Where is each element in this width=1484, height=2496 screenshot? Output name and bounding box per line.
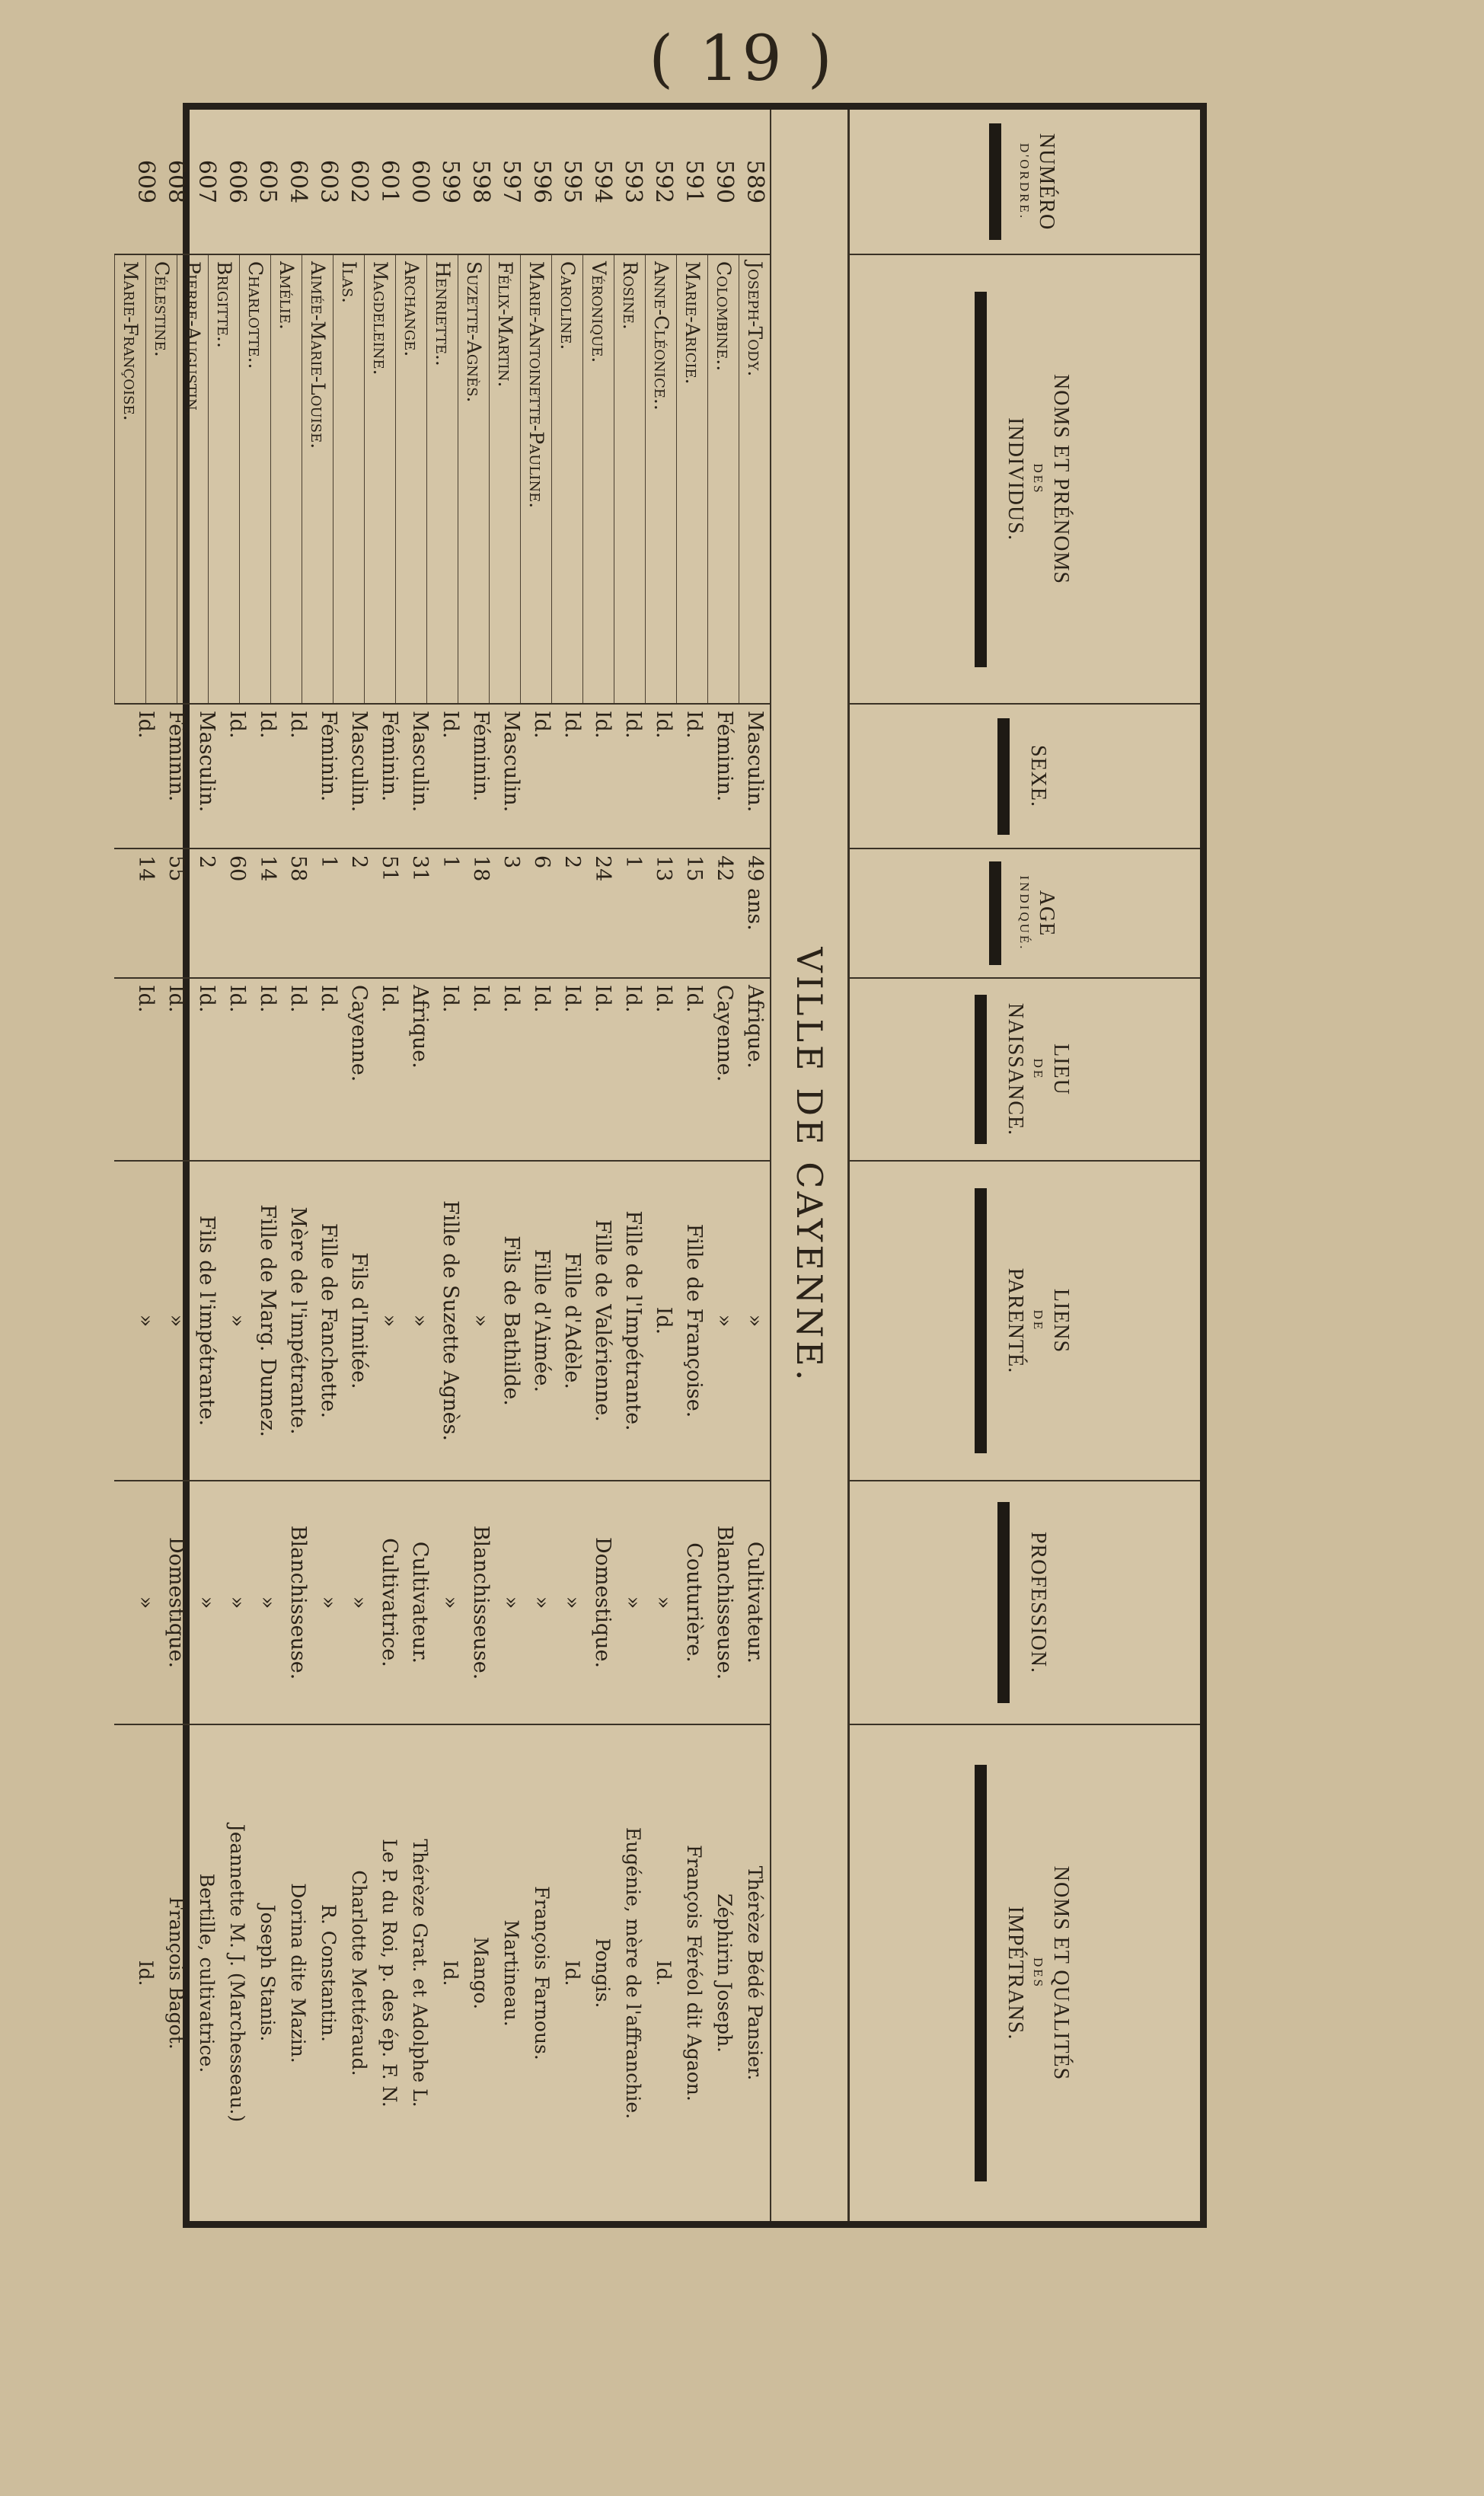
row-599-impetrant: Id. xyxy=(439,1960,461,1986)
row-607-age: 2 xyxy=(195,855,219,869)
column-profession xyxy=(114,1481,771,1724)
row-594-age: 24 xyxy=(591,855,614,882)
row-590-nom: Colombine.. xyxy=(707,255,739,703)
row-609-profession: » xyxy=(134,1596,158,1609)
row-596-lieu: Id. xyxy=(530,985,554,1013)
row-603-lieu: Id. xyxy=(317,985,340,1013)
row-598-liens: » xyxy=(469,1314,493,1328)
row-606-lieu: Id. xyxy=(225,985,249,1013)
row-601-sexe: Féminin. xyxy=(378,711,401,802)
row-591-lieu: Id. xyxy=(682,985,706,1013)
header-lieu: LIEU DE NAISSANCE. xyxy=(849,978,1201,1161)
header-age: AGE INDIQUÉ. xyxy=(849,849,1201,978)
row-607-nom: Pierre-Augustin. xyxy=(177,255,208,703)
row-598-profession: Blanchisseuse. xyxy=(469,1525,493,1680)
row-609-lieu: Id. xyxy=(134,985,158,1013)
row-603-profession: » xyxy=(317,1596,340,1609)
row-604-lieu: Id. xyxy=(286,985,310,1013)
row-589-sexe: Masculin. xyxy=(743,711,767,813)
row-607-liens: Fils de l'impétrante. xyxy=(195,1215,219,1427)
row-602-liens: Fils d'Imitée. xyxy=(347,1252,371,1389)
row-604-num: 604 xyxy=(285,159,311,204)
row-609-age: 14 xyxy=(134,855,158,882)
row-609-liens: » xyxy=(134,1314,158,1328)
row-609-nom: Marie-Françoise. xyxy=(114,255,145,703)
row-605-profession: » xyxy=(256,1596,279,1609)
row-604-age: 58 xyxy=(286,855,310,882)
row-602-age: 2 xyxy=(347,855,371,869)
row-596-sexe: Id. xyxy=(530,711,554,739)
row-605-lieu: Id. xyxy=(256,985,279,1013)
row-606-profession: » xyxy=(225,1596,249,1609)
data-columns xyxy=(114,110,771,2221)
row-593-profession: » xyxy=(621,1596,645,1609)
row-599-nom: Henriette.. xyxy=(426,255,458,703)
row-608-profession: Domestique. xyxy=(164,1536,188,1669)
row-589-profession: Cultivateur. xyxy=(743,1541,767,1664)
row-602-sexe: Masculin. xyxy=(347,711,371,813)
row-596-profession: » xyxy=(530,1596,554,1609)
row-598-impetrant: Mango. xyxy=(470,1936,492,2010)
row-607-impetrant: Bertille, cultivatrice. xyxy=(196,1873,218,2073)
row-593-impetrant: Eugénie, mère de l'affranchie. xyxy=(622,1826,644,2120)
row-600-sexe: Masculin. xyxy=(408,711,432,813)
row-590-lieu: Cayenne. xyxy=(713,985,736,1082)
row-592-liens: Id. xyxy=(652,1306,675,1335)
row-600-nom: Archange. xyxy=(395,255,426,703)
row-593-sexe: Id. xyxy=(621,711,645,739)
page-number: ( 19 ) xyxy=(649,23,835,95)
column-sexe xyxy=(114,704,771,849)
column-numero xyxy=(114,110,771,254)
row-606-sexe: Id. xyxy=(225,711,249,739)
row-591-num: 591 xyxy=(681,159,707,204)
row-601-age: 51 xyxy=(378,855,401,882)
row-590-sexe: Féminin. xyxy=(713,711,736,802)
header-bar xyxy=(975,995,987,1144)
row-602-impetrant: Charlotte Mettéraud. xyxy=(348,1870,370,2076)
row-595-profession: » xyxy=(560,1596,584,1609)
header-row xyxy=(849,110,1201,2221)
row-591-impetrant: François Féréol dit Agaon. xyxy=(683,1845,705,2101)
row-594-nom: Véronique. xyxy=(582,255,614,703)
header-bar xyxy=(975,1188,987,1454)
row-599-lieu: Id. xyxy=(439,985,462,1013)
row-593-lieu: Id. xyxy=(621,985,645,1013)
row-595-sexe: Id. xyxy=(560,711,584,739)
row-593-nom: Rosine. xyxy=(614,255,645,703)
row-592-age: 13 xyxy=(652,855,675,882)
row-597-profession: » xyxy=(499,1596,523,1609)
row-607-num: 607 xyxy=(193,159,220,204)
row-589-nom: Joseph-Tody. xyxy=(739,255,770,703)
row-591-nom: Marie-Aricie. xyxy=(676,255,707,703)
row-601-impetrant: Le P. du Roi, p. des ép. F. N. xyxy=(378,1839,401,2108)
row-601-lieu: Id. xyxy=(378,985,401,1013)
row-592-lieu: Id. xyxy=(652,985,675,1013)
row-599-liens: Fille de Suzette Agnès. xyxy=(439,1200,462,1441)
row-591-liens: Fille de Françoise. xyxy=(682,1223,706,1418)
row-604-liens: Mère de l'impétrante. xyxy=(286,1206,310,1435)
row-603-impetrant: R. Constantin. xyxy=(318,1904,340,2042)
row-594-sexe: Id. xyxy=(591,711,614,739)
row-599-profession: » xyxy=(439,1596,462,1609)
row-601-nom: Magdeleine. xyxy=(364,255,395,703)
row-598-num: 598 xyxy=(468,159,494,204)
row-605-age: 14 xyxy=(256,855,279,882)
header-bar xyxy=(989,861,1001,965)
row-595-impetrant: Id. xyxy=(561,1960,583,1986)
row-593-num: 593 xyxy=(620,159,646,204)
row-608-nom: Célestine. xyxy=(145,255,177,703)
row-606-num: 606 xyxy=(224,159,251,204)
header-bar xyxy=(997,718,1010,835)
row-608-num: 608 xyxy=(163,159,190,204)
row-604-sexe: Id. xyxy=(286,711,310,739)
row-592-num: 592 xyxy=(650,159,677,204)
row-598-sexe: Féminin. xyxy=(469,711,493,802)
row-592-impetrant: Id. xyxy=(653,1960,675,1986)
row-593-age: 1 xyxy=(621,855,645,869)
row-601-liens: » xyxy=(378,1314,401,1328)
row-591-age: 15 xyxy=(682,855,706,882)
row-593-liens: Fille de l'Impétrante. xyxy=(621,1210,645,1431)
row-595-lieu: Id. xyxy=(560,985,584,1013)
row-595-age: 2 xyxy=(560,855,584,869)
row-606-age: 60 xyxy=(225,855,249,882)
row-597-impetrant: Martineau. xyxy=(500,1919,522,2027)
row-608-liens: » xyxy=(164,1314,188,1328)
row-602-lieu: Cayenne. xyxy=(347,985,371,1082)
row-592-sexe: Id. xyxy=(652,711,675,739)
row-608-impetrant: François Bagot. xyxy=(165,1897,187,2050)
row-596-num: 596 xyxy=(528,159,555,204)
row-605-liens: Fille de Marg. Dumez. xyxy=(256,1204,279,1437)
row-602-nom: Ilas. xyxy=(333,255,364,703)
row-590-num: 590 xyxy=(711,159,738,204)
row-608-lieu: Id. xyxy=(164,985,188,1013)
row-600-impetrant: Thérèze Grat. et Adolphe L. xyxy=(409,1839,431,2108)
row-589-liens: » xyxy=(743,1314,767,1328)
row-595-liens: Fille d'Adèle. xyxy=(560,1252,584,1389)
row-596-impetrant: François Farnous. xyxy=(531,1886,553,2060)
section-title: VILLE DE CAYENNE. xyxy=(771,110,849,2221)
row-600-age: 31 xyxy=(408,855,432,882)
row-609-sexe: Id. xyxy=(134,711,158,739)
row-603-liens: Fille de Fanchette. xyxy=(317,1222,340,1419)
row-589-impetrant: Thérèze Bédé Pansier. xyxy=(744,1865,766,2081)
row-602-profession: » xyxy=(347,1596,371,1609)
row-598-lieu: Id. xyxy=(469,985,493,1013)
header-liens: LIENS DE PARENTÉ. xyxy=(849,1161,1201,1481)
header-bar xyxy=(975,292,987,667)
header-bar xyxy=(997,1502,1010,1703)
row-609-impetrant: Id. xyxy=(135,1960,157,1986)
row-605-impetrant: Joseph Stanis. xyxy=(257,1904,279,2042)
row-604-impetrant: Dorina dite Mazin. xyxy=(287,1883,309,2063)
row-597-nom: Félix-Martin. xyxy=(489,255,520,703)
row-595-num: 595 xyxy=(559,159,586,204)
row-599-age: 1 xyxy=(439,855,462,869)
row-608-sexe: Féminin. xyxy=(164,711,188,802)
row-599-num: 599 xyxy=(437,159,464,204)
header-numero: NUMÉRO D'ORDRE. xyxy=(849,110,1201,254)
row-607-lieu: Id. xyxy=(195,985,219,1013)
header-sexe: SEXE. xyxy=(849,704,1201,849)
row-590-liens: » xyxy=(713,1314,736,1328)
row-607-profession: » xyxy=(195,1596,219,1609)
rotated-table-container xyxy=(120,110,1200,2221)
row-590-age: 42 xyxy=(713,855,736,882)
row-604-nom: Amélie. xyxy=(270,255,302,703)
row-606-impetrant: Jeannette M. J. (Marchesseau.) xyxy=(226,1823,248,2123)
register-table-frame xyxy=(120,103,1207,2228)
row-600-liens: » xyxy=(408,1314,432,1328)
row-606-liens: » xyxy=(225,1314,249,1328)
row-594-liens: Fille de Valérienne. xyxy=(591,1219,614,1422)
row-605-sexe: Id. xyxy=(256,711,279,739)
column-impetrans xyxy=(114,1724,771,2221)
row-590-impetrant: Zéphirin Joseph. xyxy=(713,1893,736,2053)
row-594-profession: Domestique. xyxy=(591,1536,614,1669)
row-605-nom: Charlotte.. xyxy=(239,255,270,703)
row-596-liens: Fille d'Aimée. xyxy=(530,1248,554,1393)
header-noms: NOMS ET PRÉNOMS DES INDIVIDUS. xyxy=(849,254,1201,704)
row-594-impetrant: Pongis. xyxy=(592,1938,614,2009)
row-598-age: 18 xyxy=(469,855,493,882)
row-605-num: 605 xyxy=(254,159,281,204)
row-603-age: 1 xyxy=(317,855,340,869)
row-597-age: 3 xyxy=(499,855,523,869)
row-592-profession: » xyxy=(652,1596,675,1609)
row-595-nom: Caroline. xyxy=(551,255,582,703)
row-594-num: 594 xyxy=(589,159,616,204)
row-597-sexe: Masculin. xyxy=(499,711,523,813)
row-594-lieu: Id. xyxy=(591,985,614,1013)
row-597-num: 597 xyxy=(498,159,525,204)
header-bar xyxy=(989,123,1001,241)
row-606-nom: Brigitte.. xyxy=(208,255,239,703)
row-599-sexe: Id. xyxy=(439,711,462,739)
row-589-age: 49 ans. xyxy=(743,855,767,931)
header-impetrans: NOMS ET QUALITÉS DES IMPÉTRANS. xyxy=(849,1724,1201,2221)
row-600-num: 600 xyxy=(407,159,433,204)
row-589-lieu: Afrique. xyxy=(743,985,767,1069)
row-601-profession: Cultivatrice. xyxy=(378,1538,401,1667)
row-592-nom: Anne-Cléonice.. xyxy=(645,255,676,703)
row-591-profession: Couturière. xyxy=(682,1542,706,1663)
row-604-profession: Blanchisseuse. xyxy=(286,1525,310,1680)
row-589-num: 589 xyxy=(742,159,768,204)
header-bar xyxy=(975,1765,987,2181)
row-607-sexe: Masculin. xyxy=(195,711,219,813)
column-liens xyxy=(114,1161,771,1481)
column-noms xyxy=(114,254,771,704)
row-609-num: 609 xyxy=(132,159,159,204)
row-596-nom: Marie-Antoinette-Pauline. xyxy=(520,255,551,703)
row-603-sexe: Féminin. xyxy=(317,711,340,802)
row-600-profession: Cultivateur. xyxy=(408,1541,432,1664)
row-603-num: 603 xyxy=(315,159,342,204)
row-598-nom: Suzette-Agnès. xyxy=(458,255,489,703)
row-597-liens: Fils de Bathilde. xyxy=(499,1235,523,1406)
header-profession: PROFESSION. xyxy=(849,1481,1201,1724)
register-table xyxy=(114,110,1200,2221)
row-600-lieu: Afrique. xyxy=(408,985,432,1069)
row-590-profession: Blanchisseuse. xyxy=(713,1525,736,1680)
column-lieu xyxy=(114,978,771,1161)
row-602-num: 602 xyxy=(346,159,372,204)
row-597-lieu: Id. xyxy=(499,985,523,1013)
row-591-sexe: Id. xyxy=(682,711,706,739)
row-603-nom: Aimée-Marie-Louise. xyxy=(302,255,333,703)
column-age xyxy=(114,849,771,978)
row-596-age: 6 xyxy=(530,855,554,869)
row-601-num: 601 xyxy=(376,159,403,204)
row-608-age: 55 xyxy=(164,855,188,882)
